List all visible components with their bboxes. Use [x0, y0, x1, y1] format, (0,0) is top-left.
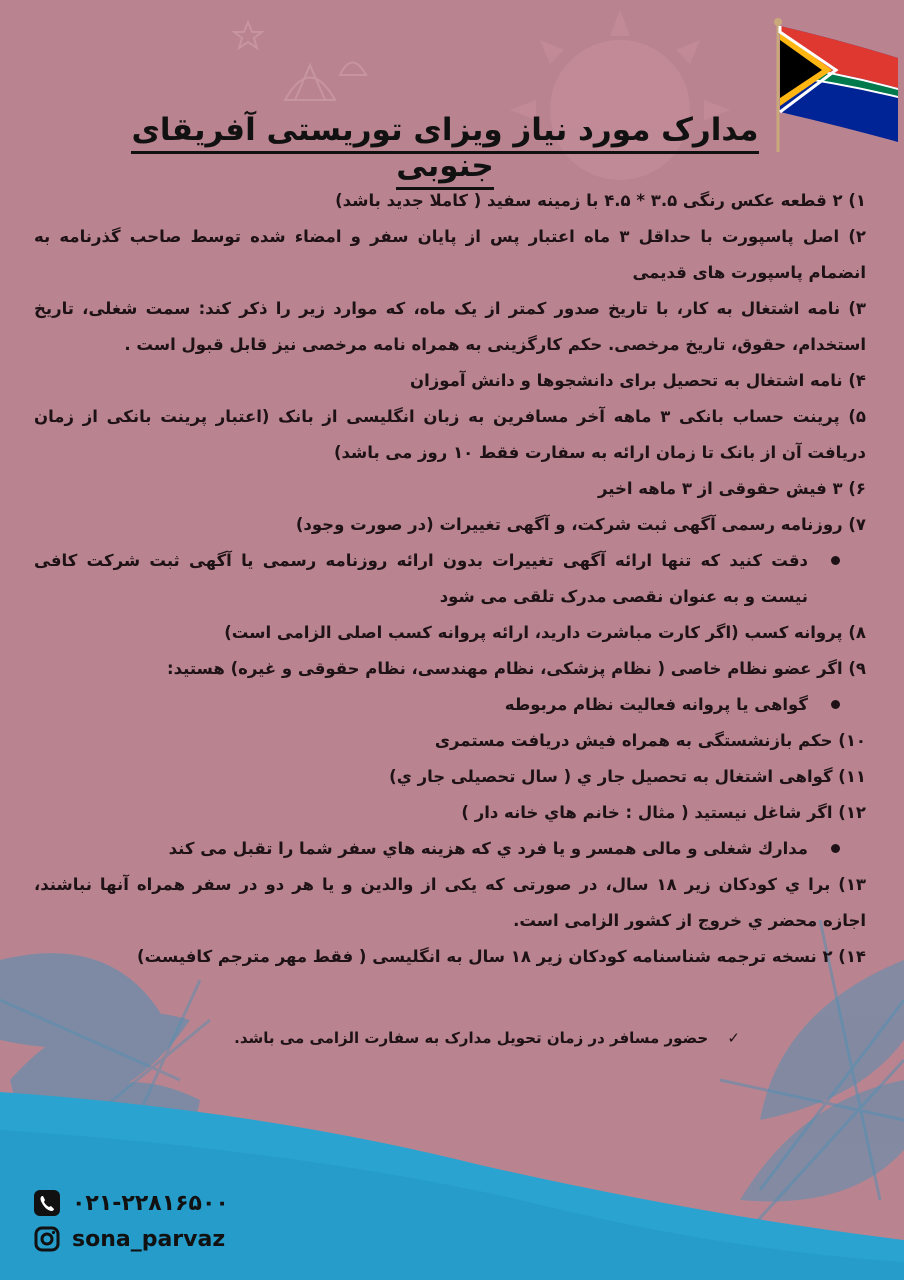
instagram-icon	[34, 1226, 60, 1252]
list-item: ۲) اصل پاسپورت با حداقل ۳ ماه اعتبار پس از پایان سفر و امضاء شده توسط صاحب گذرنامه به انضمام پاسپورت های قدیمی	[34, 227, 866, 282]
list-item: ۴) نامه اشتغال به تحصیل برای دانشجوها و دانش آموزان	[410, 371, 866, 390]
check-icon: ✓	[727, 1029, 740, 1047]
list-item: ۱) ۲ قطعه عکس رنگی ۳.۵ * ۴.۵ با زمینه سفید ( کاملا جدید باشد)	[335, 191, 866, 210]
contact-instagram[interactable]	[34, 1226, 225, 1252]
list-item: ۸) پروانه کسب (اگر کارت مباشرت دارید، ارائه پروانه کسب اصلی الزامی است)	[224, 623, 866, 642]
list-item: ۶) ۳ فیش حقوقی از ۳ ماهه اخیر	[597, 479, 866, 498]
list-item: ۱۳) برا ي كودكان زیر ۱۸ سال، در صورتی كه یكی از والدین و یا هر دو در سفر همراه آنها نباشند، اجازه محضر ي خروج از كشور الزامی است.	[34, 875, 866, 930]
phone-number: ۰۲۱-۲۲۸۱۶۵۰۰	[72, 1190, 229, 1216]
bullet-item: دقت کنید که تنها ارائه آگهی تغییرات بدون ارائه روزنامه رسمی یا آگهی ثبت شرکت کافی نیست و به عنوان نقصی مدرک تلقی می شود	[34, 543, 866, 615]
list-item: ۵) پرینت حساب بانکی ۳ ماهه آخر مسافرین به زبان انگلیسی از بانک (اعتبار پرینت بانکی از زمان دریافت آن از بانک تا زمان ارائه به سفارت فقط ۱۰ روز می باشد)	[34, 407, 866, 462]
page-title: مدارک مورد نیاز ویزای توریستی آفریقای جنوبی	[100, 112, 790, 184]
list-item: ۱۲) اگر شاغل نیستید ( مثال : خانم هاي خانه دار )	[461, 803, 866, 822]
requirements-list	[34, 183, 866, 975]
list-item: ۱۱) گواهی اشتغال به تحصیل جار ي ( سال تحصیلی جار ي)	[389, 767, 866, 786]
list-item: ۷) روزنامه رسمی آگهی ثبت شرکت، و آگهی تغییرات (در صورت وجود)	[295, 515, 866, 534]
bullet-item: گواهی یا پروانه فعالیت نظام مربوطه	[34, 687, 866, 723]
list-item: ۱۴) ۲ نسخه ترجمه شناسنامه كودكان زیر ۱۸ سال به انگلیسی ( فقط مهر مترجم كافیست)	[137, 947, 866, 966]
phone-icon	[34, 1190, 60, 1216]
note-text: حضور مسافر در زمان تحویل مدارک به سفارت الزامی می باشد.	[234, 1029, 709, 1047]
contact-phone[interactable]	[34, 1190, 229, 1216]
list-item: ۳) نامه اشتغال به کار، با تاریخ صدور کمتر از یک ماه، که موارد زیر را ذکر کند: سمت شغلی، تاریخ استخدام، حقوق، تاریخ مرخصی. حکم کارگزینی به همراه نامه مرخصی نیز قابل قبول است .	[34, 299, 866, 354]
list-item: ۱۰) حکم بازنشستگی به همراه فیش دریافت مستمری	[434, 731, 866, 750]
bullet-item: مدارك شغلی و مالی همسر و یا فرد ي كه هزینه هاي سفر شما را تقبل می كند	[34, 831, 866, 867]
instagram-handle: sona_parvaz	[72, 1226, 226, 1252]
attendance-note	[100, 1029, 740, 1047]
list-item: ۹) اگر عضو نظام خاصی ( نظام پزشکی، نظام مهندسی، نظام حقوقی و غیره) هستید:	[167, 659, 866, 678]
